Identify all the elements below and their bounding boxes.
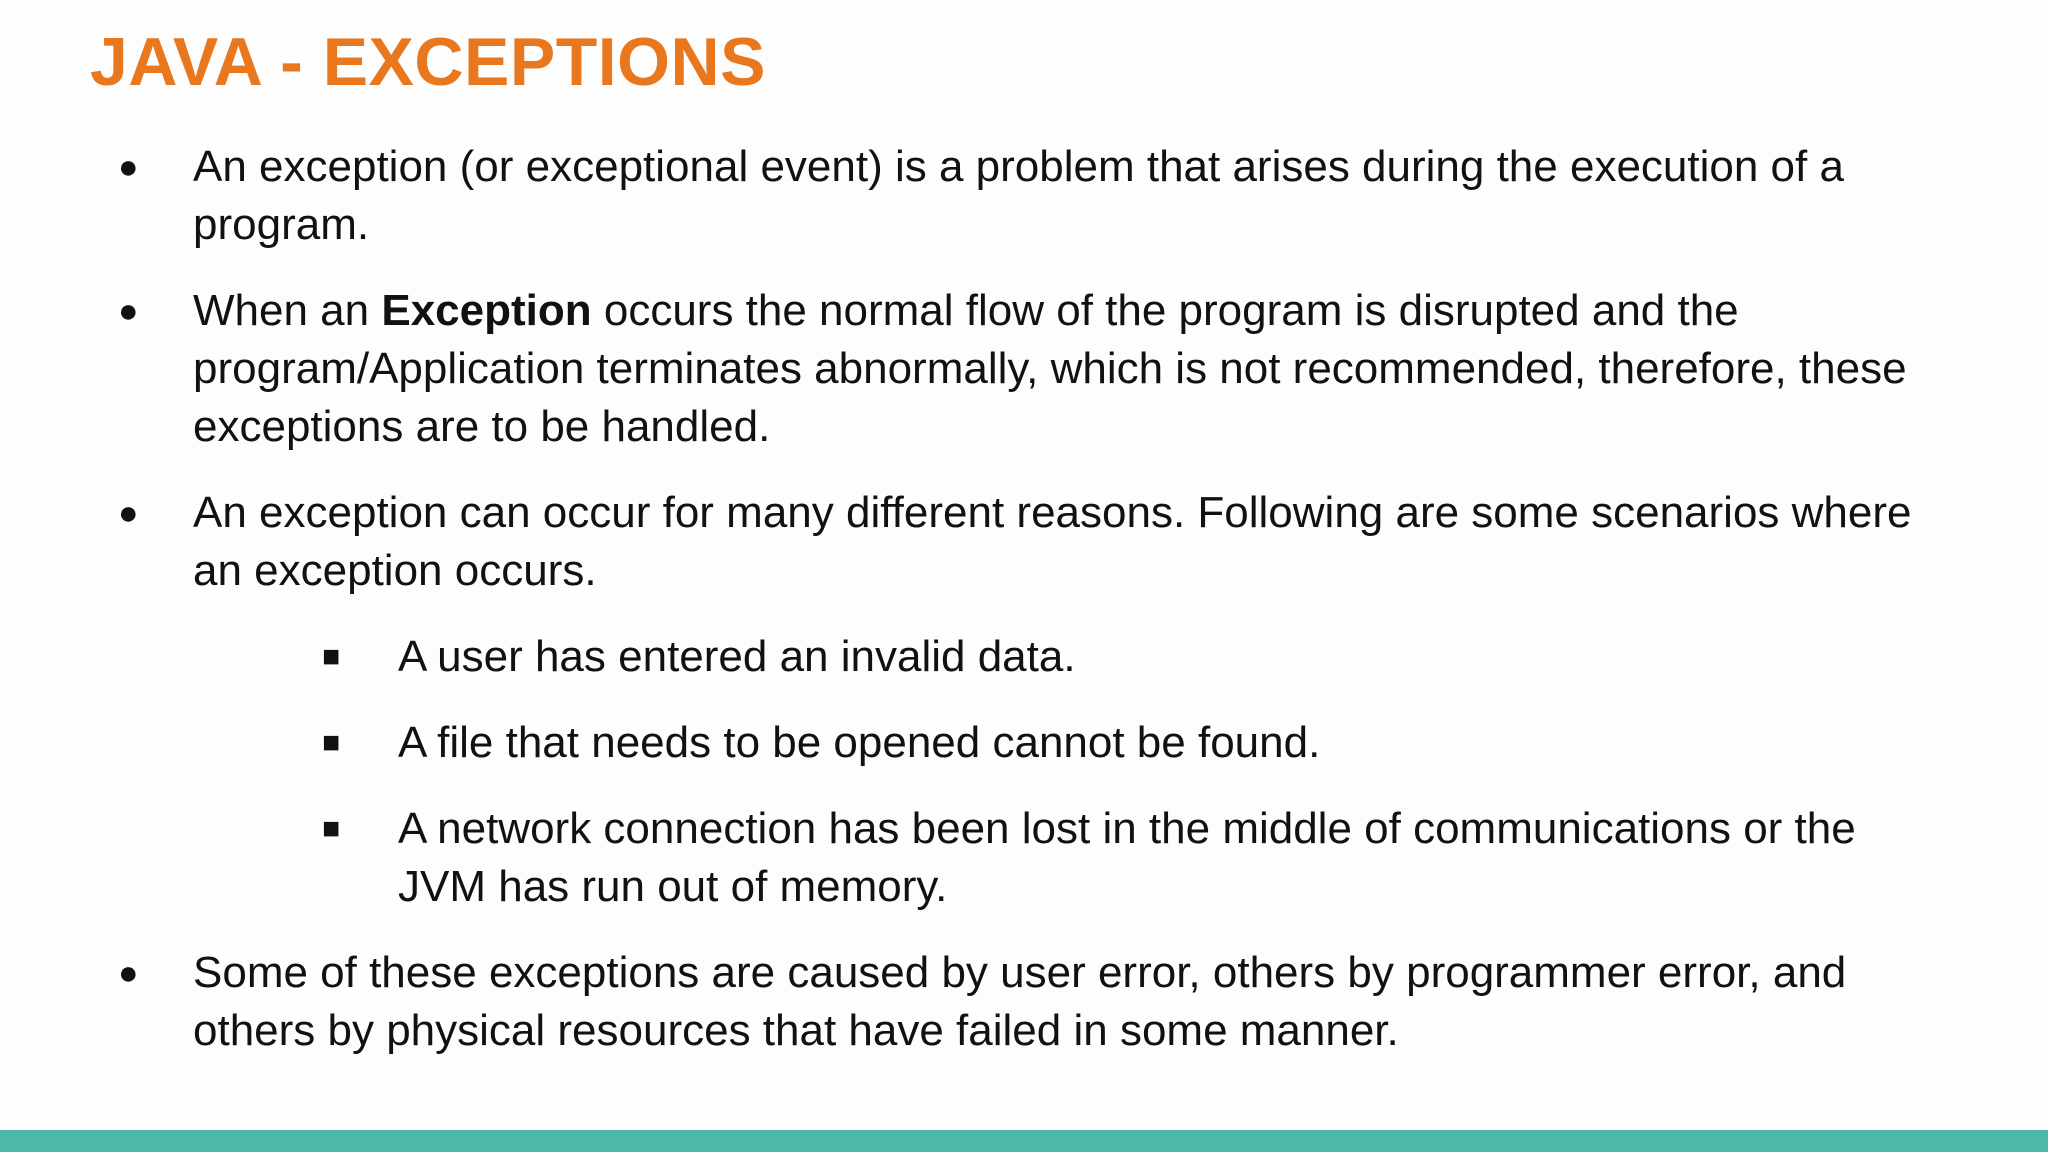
bullet-text-pre: When an [193, 286, 382, 335]
bullet-item [0, 944, 1953, 1060]
bullet-list [0, 138, 2048, 1088]
bullet-text: An exception can occur for many different reasons. Following are some scenarios where an exception occurs. [193, 488, 1912, 595]
disc-bullet-icon: ● [118, 292, 139, 330]
disc-bullet-icon: ● [118, 494, 139, 532]
sub-bullet-text: A file that needs to be opened cannot be found. [398, 718, 1321, 767]
bullet-text-post: occurs the normal flow of the program is disrupted and the program/Application terminates abnormally, which is not recommended, therefore, these exceptions are to be handled. [193, 286, 1907, 451]
bullet-item [0, 484, 1953, 600]
slide-title: JAVA - EXCEPTIONS [90, 24, 767, 100]
sub-bullet-item [0, 800, 1953, 916]
bullet-text: An exception (or exceptional event) is a problem that arises during the execution of a program. [193, 142, 1844, 249]
disc-bullet-icon: ● [118, 148, 139, 186]
disc-bullet-icon: ● [118, 954, 139, 992]
bullet-item [0, 138, 1953, 254]
footer-bar [0, 1130, 2048, 1152]
square-bullet-icon: ■ [322, 726, 341, 759]
bullet-item [0, 282, 1953, 456]
sub-bullet-text: A user has entered an invalid data. [398, 632, 1076, 681]
sub-bullet-item [0, 714, 1953, 772]
sub-bullet-item [0, 628, 1953, 686]
sub-bullet-text: A network connection has been lost in the middle of communications or the JVM has run out of memory. [398, 804, 1856, 911]
square-bullet-icon: ■ [322, 640, 341, 673]
bullet-text-bold: Exception [381, 286, 592, 335]
bullet-text: Some of these exceptions are caused by user error, others by programmer error, and others by physical resources that have failed in some manner. [193, 948, 1847, 1055]
square-bullet-icon: ■ [322, 812, 341, 845]
bullet-text [193, 286, 1907, 451]
